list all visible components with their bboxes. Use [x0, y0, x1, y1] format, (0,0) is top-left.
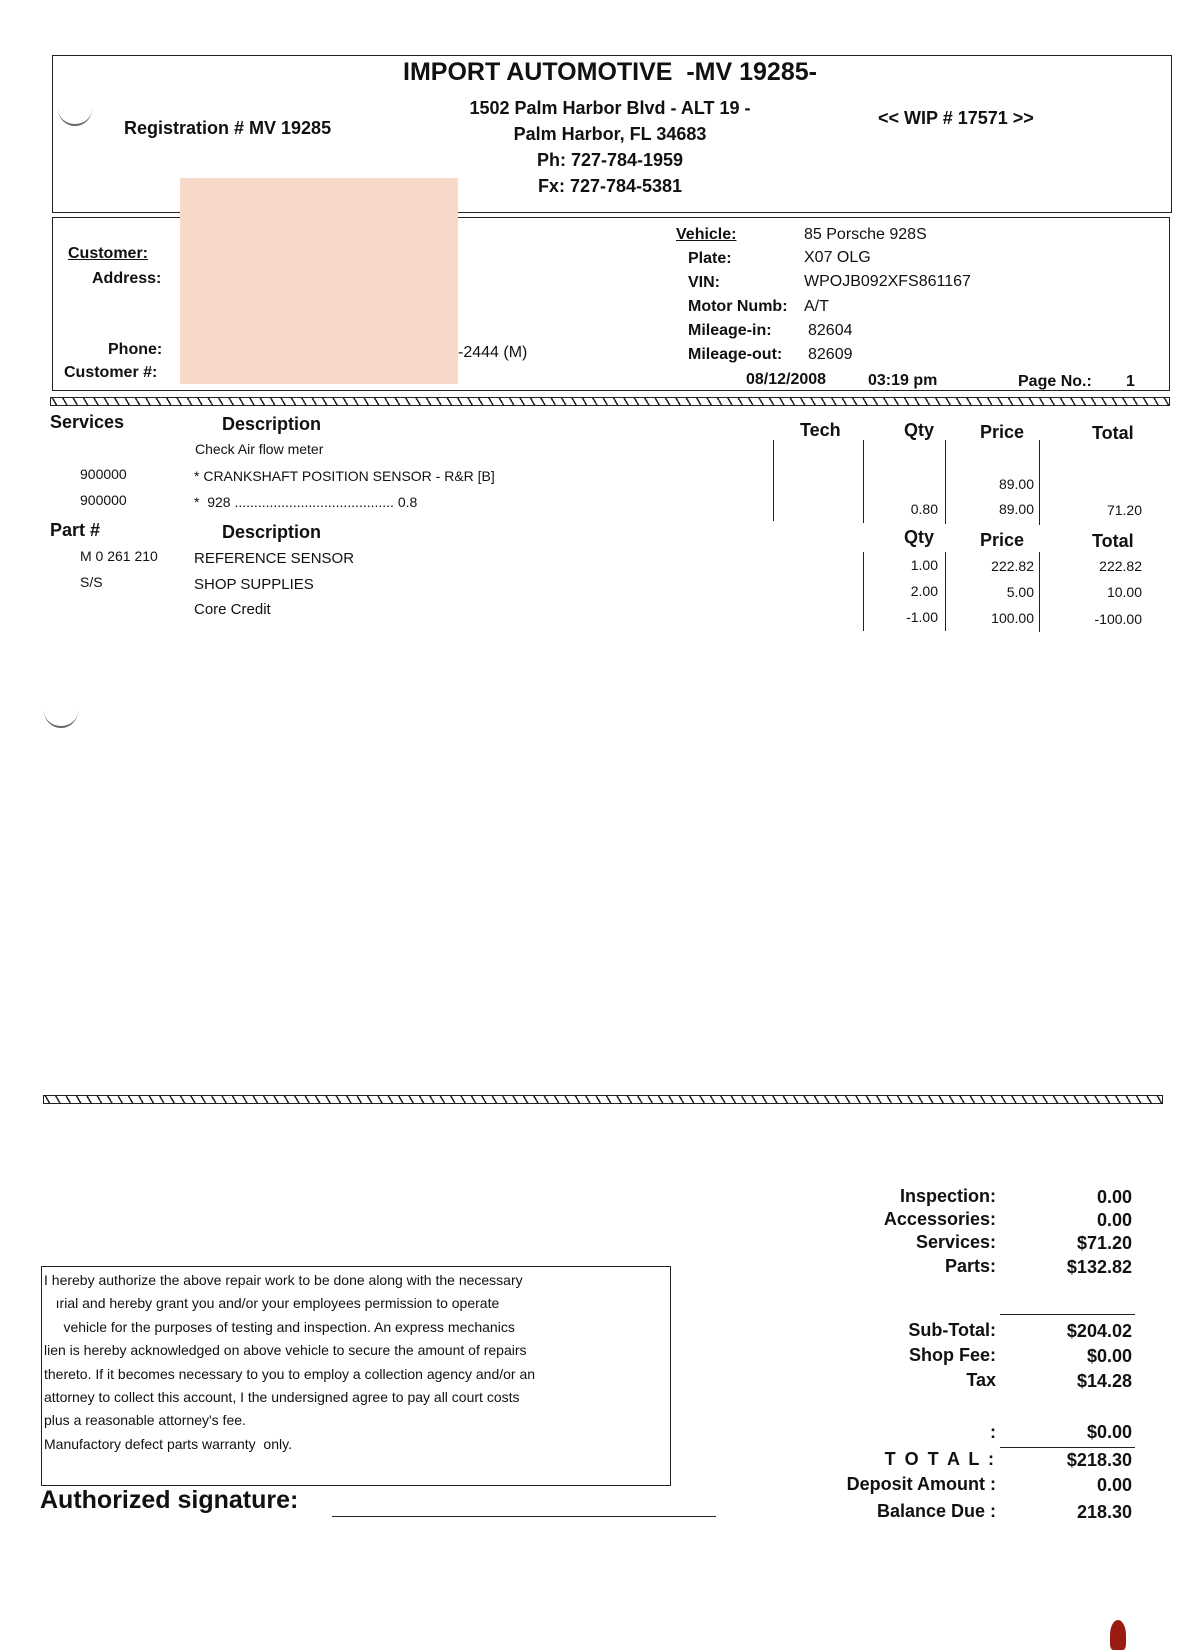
invoice-time: 03:19 pm [868, 372, 938, 389]
parts-price-header: Price [980, 530, 1025, 550]
accessories-value: 0.00 [1096, 1210, 1132, 1230]
shop-name: IMPORT AUTOMOTIVE -MV 19285- [403, 58, 817, 86]
accessories-label: Accessories: [883, 1209, 996, 1229]
deposit-label: Deposit Amount : [846, 1474, 996, 1494]
services-description-header: Description [222, 414, 322, 434]
parts-col-line-2 [945, 552, 946, 631]
customer-number-label: Customer #: [64, 364, 158, 381]
signature-line[interactable] [332, 1516, 716, 1517]
services-qty-header: Qty [904, 420, 935, 440]
part-row-1-total: 222.82 [1099, 558, 1142, 574]
part-row-3-qty: -1.00 [906, 609, 938, 625]
motor-value: A/T [804, 298, 829, 315]
mileage-in-label: Mileage-in: [688, 322, 772, 339]
part-row-2-desc: SHOP SUPPLIES [194, 576, 314, 593]
authorization-line: lien is hereby acknowledged on above vehicle to secure the amount of repairs [44, 1342, 527, 1359]
part-row-1-code: M 0 261 210 [80, 548, 158, 564]
service-row-2-price: 89.00 [998, 501, 1034, 517]
shop-fee-label: Shop Fee: [908, 1345, 996, 1365]
services-total-value: $71.20 [1076, 1233, 1132, 1253]
page-number-label: Page No.: [1018, 373, 1092, 390]
services-col-line-1 [773, 440, 774, 521]
service-row-2-code: 900000 [80, 492, 127, 508]
mileage-out-label: Mileage-out: [688, 346, 783, 363]
tax-value: $14.28 [1076, 1371, 1132, 1391]
inspection-label: Inspection: [899, 1186, 996, 1206]
parts-qty-header: Qty [904, 527, 935, 547]
services-price-header: Price [980, 422, 1025, 442]
blank-line-label: : [990, 1422, 996, 1442]
service-row-1-desc: * CRANKSHAFT POSITION SENSOR - R&R [B] [194, 468, 495, 484]
inspection-value: 0.00 [1096, 1187, 1132, 1207]
part-row-2-qty: 2.00 [910, 583, 938, 599]
registration-number: Registration # MV 19285 [124, 118, 332, 138]
page-number-value: 1 [1126, 373, 1135, 390]
deposit-value: 0.00 [1096, 1475, 1132, 1495]
part-row-2-price: 5.00 [1006, 584, 1034, 600]
grand-total-rule [1000, 1447, 1135, 1448]
subtotal-value: $204.02 [1066, 1321, 1132, 1341]
motor-label: Motor Numb: [688, 298, 788, 315]
services-section-label: Services [50, 412, 125, 432]
authorization-line: thereto. If it becomes necessary to you to employ a collection agency and/or an [44, 1365, 536, 1382]
balance-due-label: Balance Due : [876, 1501, 996, 1521]
part-row-1-price: 222.82 [991, 558, 1034, 574]
tax-label: Tax [966, 1370, 996, 1390]
phone-label: Phone: [108, 341, 163, 358]
grand-total-value: $218.30 [1066, 1450, 1132, 1470]
redacted-customer-info [180, 178, 458, 384]
plate-label: Plate: [688, 250, 732, 267]
mileage-out-value: 82609 [808, 346, 853, 363]
parts-section-label: Part # [50, 520, 101, 540]
invoice-date: 08/12/2008 [746, 371, 827, 388]
services-col-line-3 [945, 440, 946, 524]
vehicle-value: 85 Porsche 928S [804, 226, 927, 243]
part-row-2-total: 10.00 [1106, 584, 1142, 600]
part-row-3-desc: Core Credit [194, 601, 271, 618]
subtotal-label: Sub-Total: [908, 1320, 996, 1340]
authorization-line: vehicle for the purposes of testing and inspection. An express mechanics [44, 1318, 515, 1335]
shop-address-line1: 1502 Palm Harbor Blvd - ALT 19 - [469, 98, 751, 118]
phone-value-partial: -2444 (M) [458, 344, 528, 361]
part-row-3-price: 100.00 [991, 610, 1034, 626]
parts-total-value: $132.82 [1066, 1257, 1132, 1277]
shop-phone: Ph: 727-784-1959 [536, 150, 684, 170]
services-total-header: Total [1092, 423, 1134, 443]
shop-address-line2: Palm Harbor, FL 34683 [513, 124, 707, 144]
service-row-1-price: 89.00 [998, 476, 1034, 492]
service-row-1-code: 900000 [80, 466, 127, 482]
parts-col-line-1 [863, 552, 864, 631]
authorization-text [44, 1269, 664, 1456]
shop-fee-value: $0.00 [1086, 1346, 1132, 1366]
vin-label: VIN: [688, 274, 720, 291]
punch-hole-middle [44, 706, 78, 728]
service-row-2-desc: * 928 ......................................... 0.8 [194, 494, 418, 510]
services-col-line-2 [863, 440, 864, 523]
grand-total-label: T O T A L : [884, 1449, 996, 1469]
part-row-3-total: -100.00 [1094, 611, 1142, 627]
vin-value: WPOJB092XFS861167 [804, 273, 971, 290]
wip-number: << WIP # 17571 >> [878, 108, 1034, 128]
services-col-line-4 [1039, 440, 1040, 525]
authorization-line: I hereby authorize the above repair work to be done along with the necessary [44, 1272, 523, 1288]
parts-col-line-3 [1039, 552, 1040, 632]
mileage-in-value: 82604 [808, 322, 853, 339]
parts-description-header: Description [222, 522, 322, 542]
shop-fax: Fx: 727-784-5381 [537, 176, 683, 196]
blank-line-value: $0.00 [1086, 1422, 1132, 1442]
services-note: Check Air flow meter [195, 441, 324, 457]
ink-mark [1110, 1620, 1126, 1650]
hatched-divider-bottom [43, 1095, 1163, 1104]
hatched-divider-top [50, 397, 1170, 406]
authorization-line: attorney to collect this account, I the undersigned agree to pay all court costs [44, 1389, 520, 1406]
authorization-line: Manufactory defect parts warranty only. [44, 1435, 292, 1452]
authorization-line: plus a reasonable attorney's fee. [44, 1412, 246, 1429]
part-row-2-code: S/S [80, 574, 103, 590]
services-tech-header: Tech [800, 420, 841, 440]
vehicle-label: Vehicle: [676, 226, 737, 243]
service-row-2-qty: 0.80 [910, 501, 938, 517]
plate-value: X07 OLG [804, 249, 871, 266]
subtotal-rule [1000, 1314, 1135, 1315]
parts-total-label: Parts: [944, 1256, 996, 1276]
address-label: Address: [92, 270, 162, 287]
customer-label: Customer: [68, 245, 149, 262]
services-total-label: Services: [915, 1232, 996, 1252]
balance-due-value: 218.30 [1076, 1502, 1132, 1522]
part-row-1-qty: 1.00 [910, 557, 938, 573]
signature-label: Authorized signature: [40, 1486, 299, 1514]
authorization-line: ırial and hereby grant you and/or your employees permission to operate [44, 1295, 500, 1312]
parts-total-header: Total [1092, 531, 1134, 551]
service-row-2-total: 71.20 [1106, 502, 1142, 518]
part-row-1-desc: REFERENCE SENSOR [194, 550, 355, 567]
